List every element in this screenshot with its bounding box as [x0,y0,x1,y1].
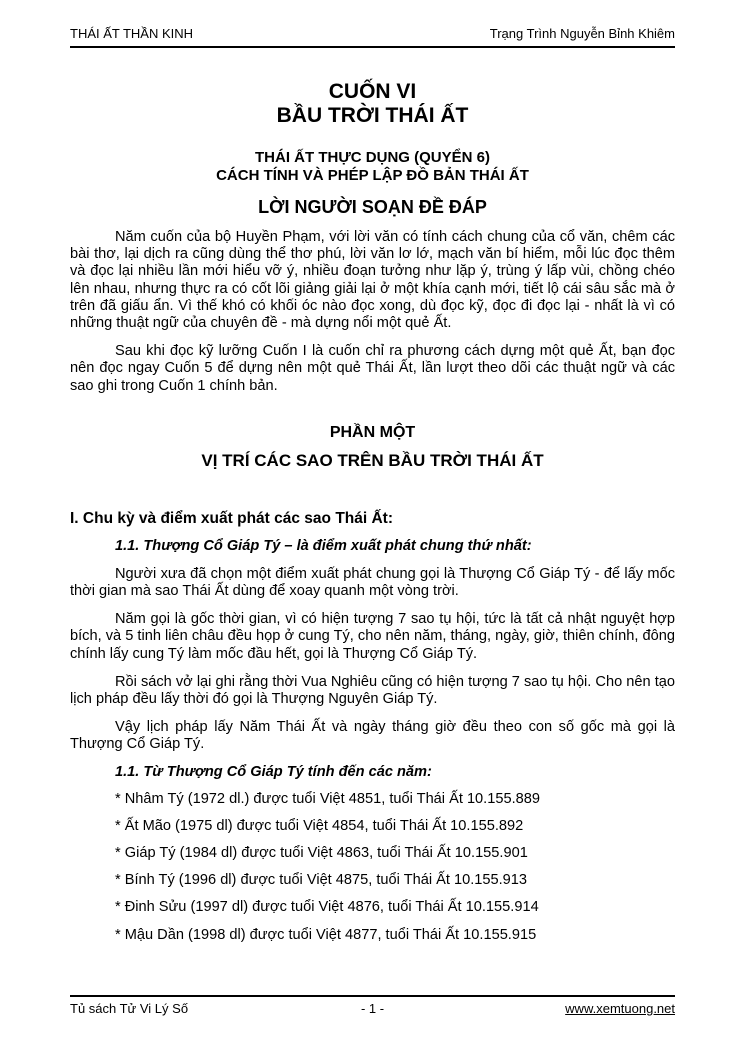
part-heading-line-1: PHẦN MỘT [329,423,416,441]
year-list-item: * Giáp Tý (1984 dl) được tuổi Việt 4863, tuổi Thái Ất 10.155.901 [115,845,528,862]
body-paragraph: Năm gọi là gốc thời gian, vì có hiện tượng 7 sao tụ hội, tức là tất cả nhật nguyệt hợp bích, và 5 tinh liên châu đều họp ở cung Tý, cho nên năm, tháng, ngày, giờ, thiên chính, đông chính lấy cung Tý làm mốc đầu hết, gọi là Thượng Cổ Giáp Tý. [70,611,675,662]
subsection-heading: 1.1. Từ Thượng Cổ Giáp Tý tính đến các năm: [115,763,432,780]
intro-paragraph: Năm cuốn của bộ Huyền Phạm, với lời văn có tính cách chung của cổ văn, chêm các bài thơ, lại dịch ra cũng dùng thể thơ phú, lời văn lơ lớ, mạch văn bí hiểm, mỗi lúc đọc thêm và đọc lại nhiều lần mới hiểu vỡ ý, nhiều đoạn tưởng như lặp ý, trùng ý lấp vùi, chồng chéo lên nhau, nhưng thực ra có cốt lõi giảng giải lại ở một khía cạnh mới, tiết lộ cái sâu sắc mà ở trên đã giấu ẩn. Vì thế khó có khối óc nào đọc xong, dù đọc kỹ, đọc đi đọc lại - nhất là vì có những thuật ngữ của chuyên đề - mà dựng nổi một quẻ Ất. [70,229,675,332]
intro-heading: LỜI NGƯỜI SOẠN ĐỀ ĐÁP [258,197,487,217]
footer-page-number: - 1 - [360,1001,385,1016]
volume-subtitle-line-1: THÁI ẤT THỰC DỤNG (QUYỂN 6) [255,149,490,166]
year-list-item: * Bính Tý (1996 dl) được tuổi Việt 4875, tuổi Thái Ất 10.155.913 [115,872,528,889]
body-paragraph: Vậy lịch pháp lấy Năm Thái Ất và ngày tháng giờ đều theo con số gốc mà gọi là Thượng Cổ Giáp Tý. [70,719,675,753]
volume-title-line-1: CUỐN VI [328,80,417,103]
section-heading: I. Chu kỳ và điểm xuất phát các sao Thái Ất: [70,509,394,527]
subsection-heading: 1.1. Thượng Cổ Giáp Tý – là điểm xuất phát chung thứ nhất: [115,537,532,554]
intro-paragraph: Sau khi đọc kỹ lưỡng Cuốn I là cuốn chỉ ra phương cách dựng một quẻ Ất, bạn đọc nên đọc ngay Cuốn 5 để dựng nên một quẻ Thái Ất, lần lượt theo dõi các thuật ngữ và các sao ghi trong Cuốn 1 chính bản. [70,343,675,394]
volume-subtitle-line-2: CÁCH TÍNH VÀ PHÉP LẬP ĐỒ BẢN THÁI ẤT [216,167,529,184]
year-list-item: * Nhâm Tý (1972 dl.) được tuổi Việt 4851, tuổi Thái Ất 10.155.889 [115,790,540,807]
footer-website-link[interactable]: www.xemtuong.net [565,1001,676,1016]
volume-title [70,80,675,128]
body-paragraph: Người xưa đã chọn một điểm xuất phát chung gọi là Thượng Cổ Giáp Tý - để lấy mốc thời gian mà sao Thái Ất dùng để xoay quanh một vòng trời. [70,565,675,600]
part-heading-line-2: VỊ TRÍ CÁC SAO TRÊN BẦU TRỜI THÁI ẤT [201,450,544,470]
volume-subtitle [70,149,675,185]
header-author: Trạng Trình Nguyễn Bỉnh Khiêm [489,26,675,41]
page-footer [70,995,675,1017]
volume-title-line-2: BẦU TRỜI THÁI ẤT [276,104,469,127]
footer-series-title: Tủ sách Tử Vi Lý Số [70,1001,189,1016]
year-list-item: * Ất Mão (1975 dl) được tuổi Việt 4854, tuổi Thái Ất 10.155.892 [115,817,524,834]
page-header [70,0,675,48]
header-book-title: THÁI ẤT THẦN KINH [70,26,194,41]
year-list-item: * Mậu Dần (1998 dl) được tuổi Việt 4877, tuổi Thái Ất 10.155.915 [115,926,537,943]
year-list-item: * Đinh Sửu (1997 dl) được tuổi Việt 4876, tuổi Thái Ất 10.155.914 [115,899,539,916]
body-paragraph: Rồi sách vở lại ghi rằng thời Vua Nghiêu cũng có hiện tượng 7 sao tụ hội. Cho nên tạo lịch pháp đều lấy thời đó gọi là Thượng Nguyên Giáp Tý. [70,673,675,708]
